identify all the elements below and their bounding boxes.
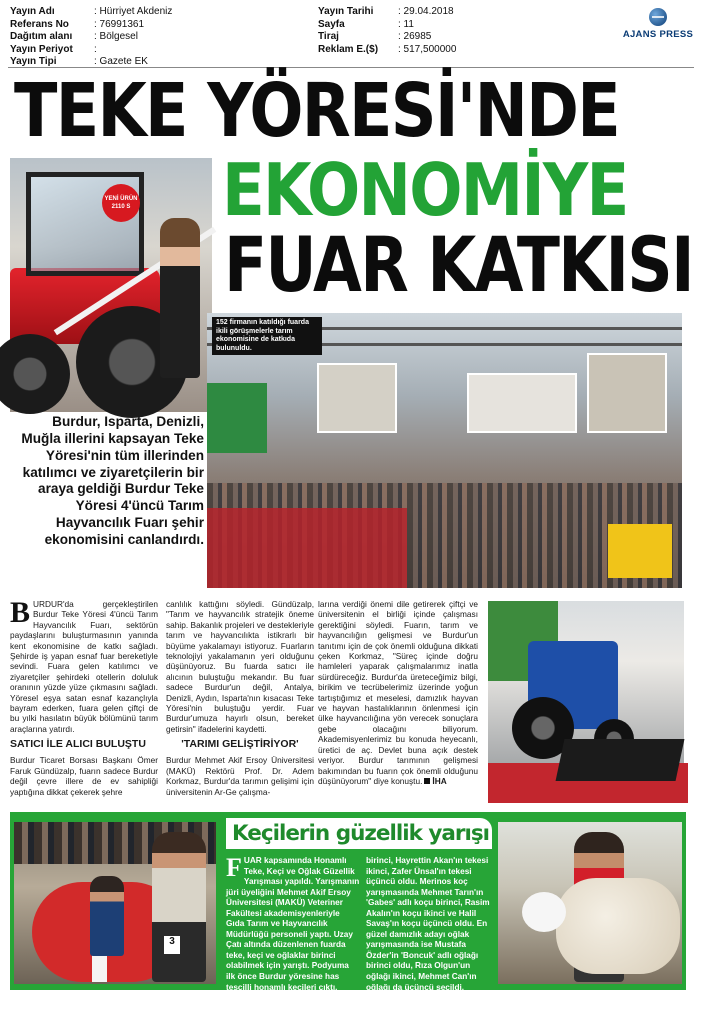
byline: İHA (432, 775, 447, 786)
meta-value: : 29.04.2018 (398, 6, 454, 17)
tractor-photo (10, 158, 212, 412)
meta-value: : 26985 (398, 31, 432, 43)
boy-figure (90, 876, 124, 956)
photo-caption: 152 firmanın katıldığı fuarda ikili görüşmelerle tarım ekonomisine de katkıda bulunuldu. (212, 317, 322, 355)
end-square-icon (424, 778, 430, 784)
fair-hall-photo (207, 313, 682, 588)
stand-banner (207, 383, 267, 453)
headline-line-3: FUAR KATKISI (224, 220, 693, 309)
meta-label: Referans No (10, 18, 69, 30)
exhibition-stand (317, 363, 397, 433)
loader-tractor-photo (486, 599, 686, 805)
exhibition-stand (587, 353, 667, 433)
paragraph: URDUR'da gerçekleştirilen Burdur Teke Yöresi 4'üncü Tarım Hayvancılık Fuarı, sektörün paydaşlarını buluşturmasının yanında kent ekonomisine de katkı sağladı. Şehirde iş yapan esnaf fuar bereketiyle sevindi. Fuara gelen katılımcı ve ziyaretçiler şehirdeki otellerin doluluk oranının yüzde yüze çıkmasını sağladı. Yöresel eşya satan esnaf kazançlıyla bayram ederken, fuara gelen çiftçi de bu yılki hasılatın büyük bölümünü tarım araçlarına yatırdı. (10, 599, 158, 734)
yellow-machine (608, 524, 672, 578)
white-goat (556, 878, 680, 974)
drop-cap: F (226, 853, 242, 882)
meta-label: Yayın Periyot (10, 43, 73, 55)
meta-label: Yayın Tarihi (318, 6, 374, 17)
exhibition-stand (467, 373, 577, 433)
hostess-figure (160, 218, 200, 378)
meta-value: : Hürriyet Akdeniz (94, 6, 173, 17)
meta-value: : Bölgesel (94, 31, 138, 43)
clipping-meta-left (10, 6, 172, 69)
meta-value: : (94, 43, 97, 55)
article-column-1 (10, 596, 158, 797)
paragraph: canlılık kattığını söyledi. Gündüzalp, "Tarım ve hayvancılık stratejik öneme sahip. Bakanlık projeleri ve destekleriyle tarım ve hayvancılıkta istikrarlı bir büyüme yakalamayı istiyoruz. Fuarların teknolojiyi yakalamanın yeri olduğunu düşünüyoruz. Bu fuarda satıcı ile alıcının buluştuğu mekandır. Bu fuar sadece Burdur'un değil, Antalya, Denizli, Aydın, Isparta'nın kısacası Teke Yöresi'nin buluştuğu yerdir. Fuar Burdur'umuza hayırlı olsun, bereket getirsin" ifadelerini kaydetti. (166, 599, 314, 734)
meta-label: Yayın Tipi (10, 56, 57, 68)
meta-label: Dağıtım alanı (10, 31, 73, 43)
agency-logo (616, 8, 700, 40)
byline: Mesut MADAN/DHA (366, 1003, 482, 1024)
clipping-meta-right (318, 6, 456, 56)
goat-winner-photo (498, 822, 682, 984)
loader-bucket (556, 739, 685, 781)
lead-paragraph: Burdur, Isparta, Denizli, Muğla illerini kapsayan Teke Yöresi'nin tüm illerinden katılımcı ve ziyaretçilerin bir araya geldiği Burdur Teke Yöresi 4'üncü Tarım Hayvancılık Fuarı şehir ekonomisini canlandırdı. (21, 414, 204, 547)
paragraph: Burdur Mehmet Akif Ersoy Üniversitesi (MAKÜ) Rektörü Prof. Dr. Adem Korkmaz, Burdur'da tarımın gelişimi için üniversitenin Ar-Ge çalışma- (166, 755, 314, 797)
contest-number: 3 (164, 936, 180, 954)
end-square-icon (450, 1005, 456, 1011)
meta-value: : Gazete EK (94, 56, 148, 68)
paragraph: Burdur Ticaret Borsası Başkanı Ömer Faruk Gündüzalp, fuarın sadece Burdur değil çevre illere de ev sahipliği yaptığına dikkat çekerek şehre (10, 755, 158, 797)
drop-cap: B (10, 596, 31, 629)
tractor-front-wheel (0, 334, 70, 414)
meta-value: : 517,500000 (398, 43, 457, 55)
red-floor (207, 508, 407, 588)
paragraph: birinci, Hayrettin Akan'ın tekesi ikinci, Zafer Ünsal'ın tekesi üçüncü oldu. Merinos koç yarışmasında Mehmet Tarın'ın 'Gabes' adlı koçu birinci, Rasim Akalın'ın koçu ikinci ve Halil Savaş'ın koçu üçüncü oldu. En güzel damızlık adayı oğlak yarışmasında ise Mustafa Özder'in 'Boncuk' adlı oğlağı birinci oldu, Rıza Olgun'un oğlağı ikinci, Mehmet Can'ın oğlağı da üçüncü seçildi. Yarışmada dereceye girenlere çeşitli ödüller verildi. (366, 856, 490, 1013)
article-column-3 (318, 599, 478, 786)
meta-value: : 76991361 (94, 18, 145, 30)
meta-label: Tiraj (318, 31, 339, 43)
paragraph: larına verdiği önemi dile getirerek çiftçi ve üniversitenin el birliği içinde çalışması gerektiğini söyledi. Fuarın, tarım ve hayvancılığın gelişmesi ve Burdur'un tanıtımı için de çok önemli olduğuna dikkati çeken Korkmaz, "Süreç içinde doğru hamleleri yaparak çalışmalarımız inatla sürdüreceğiz. Burdur'da üreteceğimiz bilgi, birikim ve tecrübelerimiz üzerinde yoğun tartıştığımız et meselesi, damızlık hayvan ve hayvan hastalıklarının önlenmesi için ülke hayvancılığına yön verecek sonuçlara gebe olacağını biliyorum. Akademisyenlerimiz bu konuda heyecanlı, üretici de aç. Devlet buna açık destek veriyor. Burdur tarımının gelişmesi bakımından bu fuarın çok önemli olduğunu düşünüyorum" diye konuştu. (318, 599, 478, 786)
new-product-badge: YENİ ÜRÜN 2110 S (102, 184, 140, 222)
meta-value: : 11 (398, 18, 414, 30)
article-column-2 (166, 599, 314, 797)
globe-icon (649, 8, 667, 26)
paragraph: UAR kapsamında Honamlı Teke, Keçi ve Oğlak Güzellik Yarışması yapıldı. Yarışmanın jüri üyeliğini Mehmet Akif Ersoy Üniversitesi (MAKÜ) Veteriner Fakültesi akademisyenleriyle Gıda Tarım ve Hayvancılık Müdürlüğü personeli yaptı. Uzay Çatı altında düzenlenen fuarda teke, keçi ve oğlaklar birinci olabilmek için yarıştı. Podyuma ilk önce Burdur yöresine has tescilli honamlı keçileri çıktı. Yarışmada Tahsin Gülcan'ın 'Sultan Murat' adlı kecisi (226, 856, 360, 1013)
meta-label: Yayın Adı (10, 6, 55, 17)
man-figure (152, 832, 206, 982)
goat-box-column-2 (366, 856, 494, 1025)
sheep-contest-photo (14, 822, 216, 984)
goat-box-column-1 (226, 853, 360, 1014)
meta-label: Sayfa (318, 18, 345, 30)
meta-label: Reklam E.($) (318, 43, 379, 55)
headline-line-2: EKONOMİYE (222, 148, 628, 232)
goat-box-title: Keçilerin güzellik yarışı (226, 818, 492, 849)
agency-name: AJANS PRESS (622, 29, 694, 40)
white-hat (522, 892, 566, 932)
subheading: 'TARIMI GELİŞTİRİYOR' (181, 738, 299, 751)
subheading: SATICI İLE ALICI BULUŞTU (10, 738, 146, 751)
headline-line-1: TEKE YÖRESİ'NDE (14, 68, 619, 154)
